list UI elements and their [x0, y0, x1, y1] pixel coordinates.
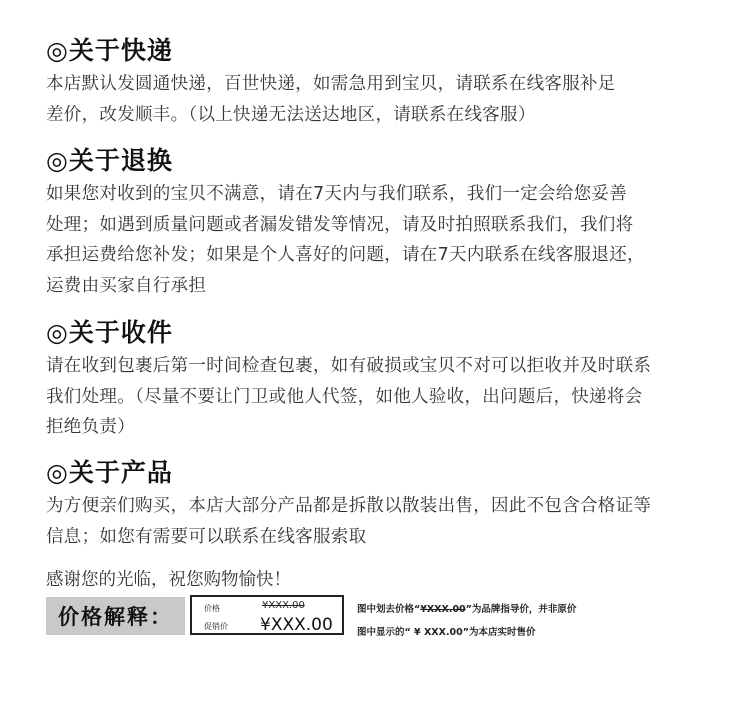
- section-heading: [46, 36, 736, 66]
- expl1-struck-price: ¥XXX.00: [420, 604, 466, 615]
- heading-text: 关于快递: [68, 36, 173, 65]
- expl1-prefix: 图中划去价格“: [357, 604, 421, 615]
- section-body: [46, 69, 736, 130]
- section-heading: [46, 146, 736, 176]
- body-line: 本店默认发圆通快递，百世快递，如需急用到宝贝，请联系在线客服补足: [46, 74, 616, 94]
- section-body: [46, 351, 736, 443]
- body-line: 差价，改发顺丰。（以上快递无法送达地区，请联系在线客服）: [46, 104, 536, 125]
- section-body: [46, 179, 736, 301]
- body-line: 为方便亲们购买，本店大部分产品都是拆散以散装出售，因此不包含合格证等: [46, 496, 652, 516]
- price-explanation-title: 价格解释：: [46, 597, 185, 635]
- thanks-text: 感谢您的光临，祝您购物愉快！: [46, 570, 291, 590]
- circle-mark-icon: ◎: [46, 36, 69, 65]
- tag-original-price: ¥XXX.00: [262, 600, 305, 611]
- body-line: 运费由买家自行承担: [46, 275, 207, 296]
- body-line: 拒绝负责）: [46, 417, 135, 437]
- circle-mark-icon: ◎: [46, 318, 69, 347]
- body-line: 我们处理。（尽量不要让门卫或他人代签，如他人验收，出问题后，快递将会: [46, 386, 643, 407]
- tag-label-price: 价格: [204, 604, 220, 613]
- body-line: 如果您对收到的宝贝不满意，请在7天内与我们联系，我们一定会给您妥善: [46, 184, 628, 204]
- section-heading: [46, 318, 736, 348]
- heading-text: 关于收件: [68, 318, 173, 347]
- circle-mark-icon: ◎: [46, 458, 69, 487]
- heading-text: 关于产品: [68, 458, 173, 487]
- expl1-suffix: ”为品牌指导价，并非原价: [465, 604, 577, 615]
- price-tag-sample: [190, 595, 344, 635]
- section-receiving: [46, 318, 736, 443]
- heading-text: 关于退换: [68, 146, 173, 175]
- section-heading: [46, 458, 736, 488]
- section-body: [46, 491, 736, 552]
- explanation-line-2: 图中显示的“ ¥ XXX.00”为本店实时售价: [357, 627, 536, 638]
- circle-mark-icon: ◎: [46, 146, 69, 175]
- body-line: 承担运费给您补发；如果是个人喜好的问题，请在7天内联系在线客服退还，: [46, 245, 645, 265]
- tag-label-sale: 促销价: [204, 622, 228, 631]
- section-returns: [46, 146, 736, 301]
- body-line: 请在收到包裹后第一时间检查包裹，如有破损或宝贝不对可以拒收并及时联系: [46, 356, 652, 376]
- tag-sale-price: ¥XXX.00: [260, 615, 333, 635]
- body-line: 处理；如遇到质量问题或者漏发错发等情况，请及时拍照联系我们，我们将: [46, 214, 634, 235]
- body-line: 信息；如您有需要可以联系在线客服索取: [46, 526, 367, 547]
- section-products: [46, 458, 736, 552]
- section-express: [46, 36, 736, 130]
- explanation-line-1: [357, 601, 576, 615]
